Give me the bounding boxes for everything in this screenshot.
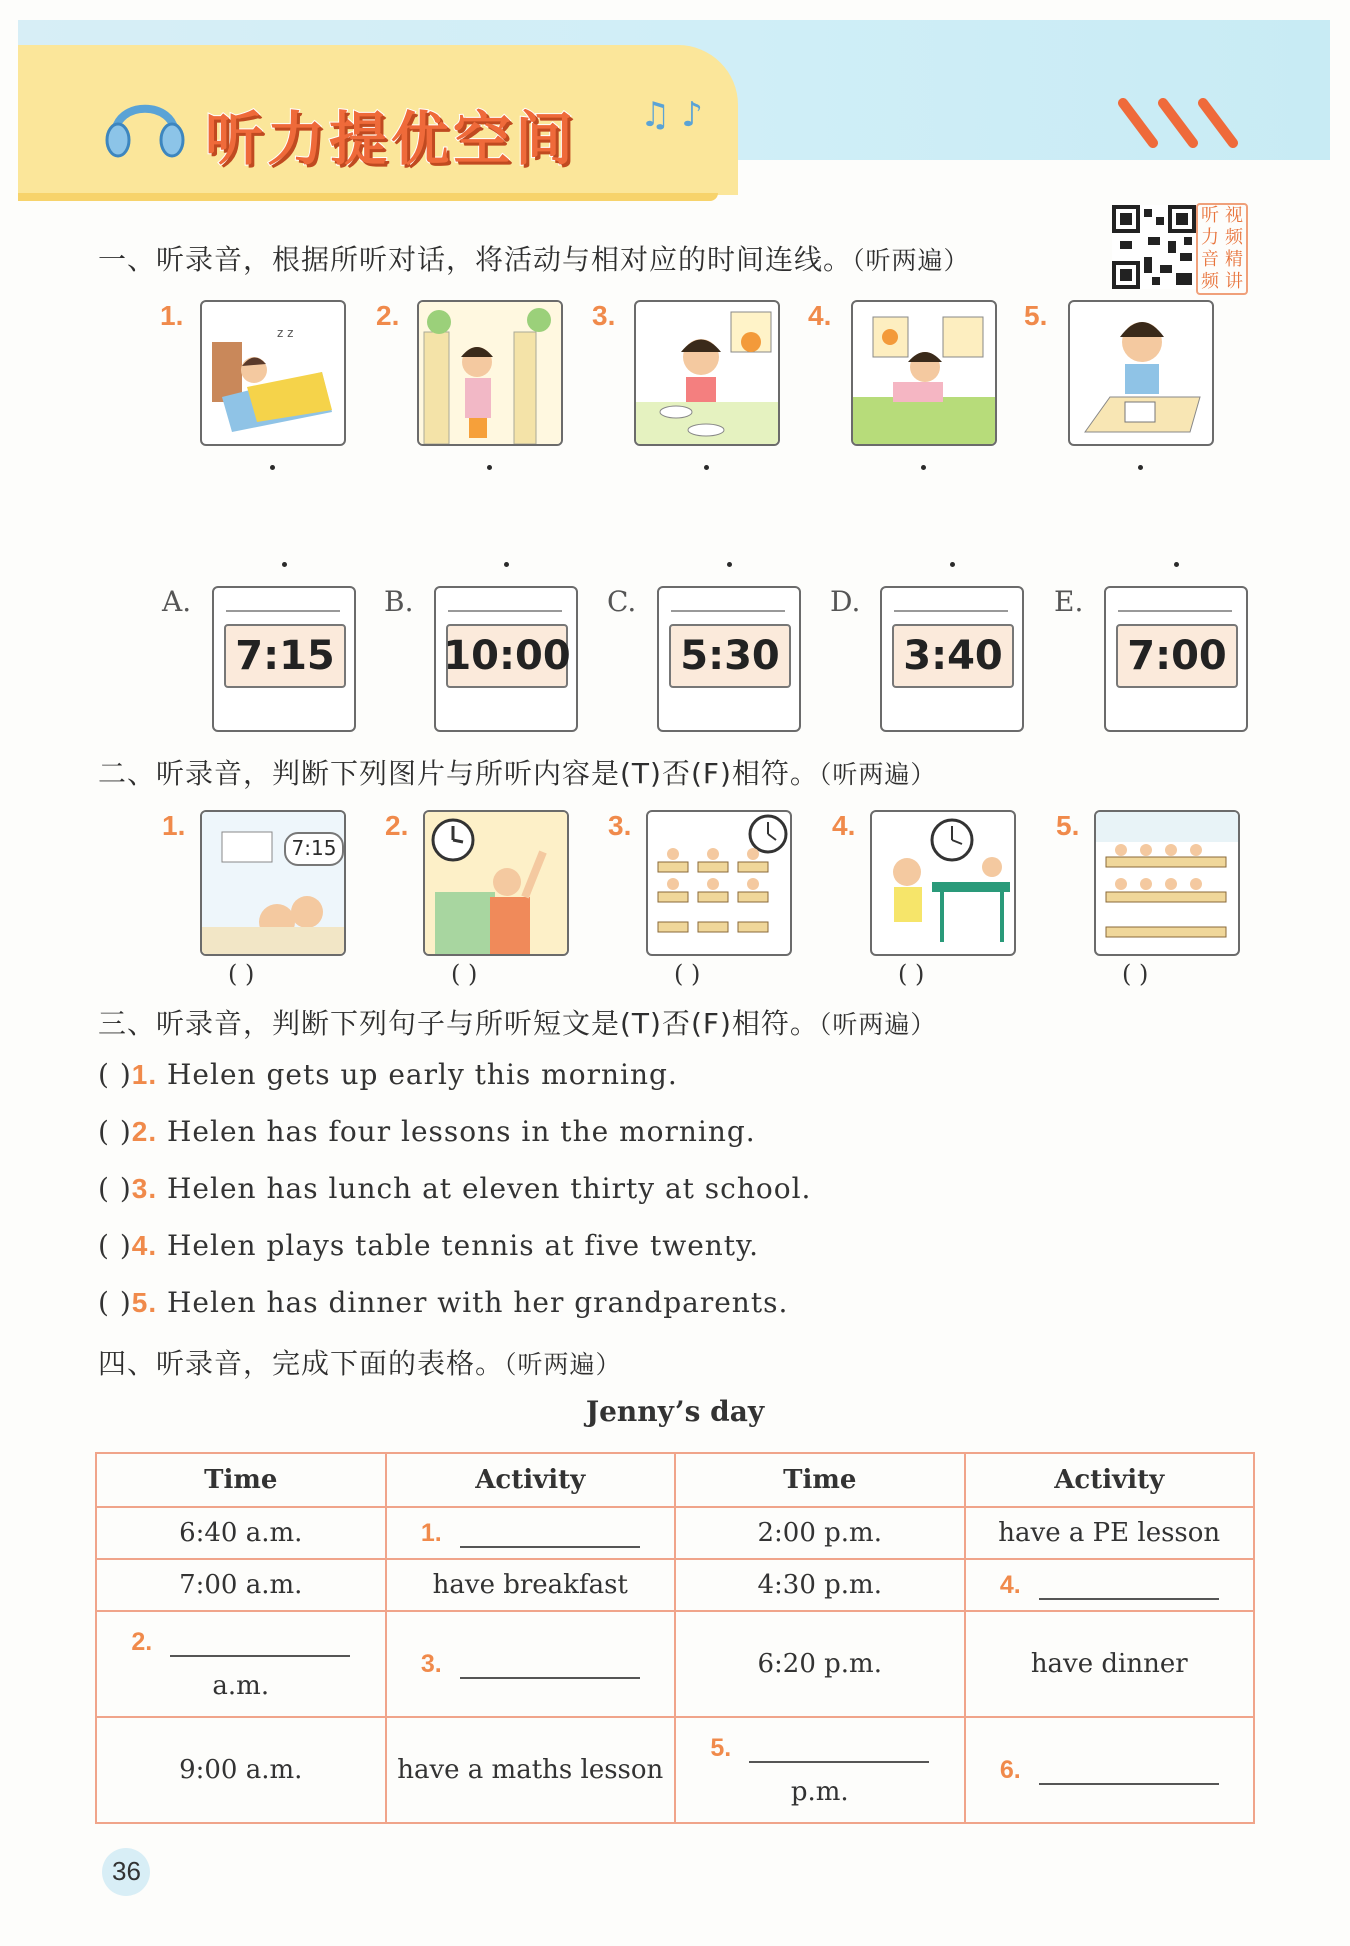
- s1-top-dot[interactable]: [704, 465, 709, 470]
- banner-title: 听力提优空间: [205, 105, 578, 173]
- section-3-note: （听两遍）: [818, 1010, 937, 1039]
- s2-picture-classroom: [646, 810, 792, 956]
- blank-line[interactable]: [1039, 1576, 1219, 1600]
- schedule-table: [95, 1452, 1255, 1824]
- s3-sentence-3: [98, 1172, 811, 1205]
- cell-time: 6:20 p.m.: [675, 1611, 965, 1717]
- page-number-text: 36: [112, 1856, 141, 1886]
- cell-blank-4[interactable]: [965, 1559, 1255, 1611]
- s2-answer-2[interactable]: ( ): [451, 960, 478, 988]
- blank-line[interactable]: [1039, 1761, 1219, 1785]
- cell-time: 9:00 a.m.: [96, 1717, 386, 1823]
- s1-letter-b: B.: [384, 585, 414, 618]
- cell-time: 6:40 a.m.: [96, 1507, 386, 1559]
- s1-picture-school-gate: [417, 300, 563, 446]
- s1-picture-homework: [1068, 300, 1214, 446]
- qr-label-char: 精: [1225, 249, 1243, 270]
- s3-sentence-5: [98, 1286, 788, 1319]
- s3-sentence-2: [98, 1115, 756, 1148]
- qr-label-char: 视: [1225, 205, 1243, 226]
- cell-activity: have breakfast: [386, 1559, 676, 1611]
- section-1-title-text: 一、听录音，根据所听对话，将活动与相对应的时间连线。: [98, 243, 853, 276]
- s1-number-1: 1.: [160, 300, 184, 331]
- thought-bubble: 7:15: [284, 832, 344, 866]
- s2-picture-getting-up: [423, 810, 569, 956]
- qr-label-char: 力: [1201, 227, 1219, 248]
- blank-line[interactable]: [460, 1524, 640, 1548]
- cell-time: 7:00 a.m.: [96, 1559, 386, 1611]
- blank-number: 2.: [131, 1628, 153, 1656]
- cell-activity: have a maths lesson: [386, 1717, 676, 1823]
- s2-answer-5[interactable]: ( ): [1122, 960, 1149, 988]
- s1-top-dot[interactable]: [921, 465, 926, 470]
- s1-letter-e: E.: [1054, 585, 1084, 618]
- s1-bottom-dot[interactable]: [1174, 562, 1179, 567]
- s1-number-3: 3.: [592, 300, 616, 331]
- blank-number: 1.: [420, 1519, 442, 1547]
- s3-answer-paren[interactable]: ( ): [98, 1058, 132, 1091]
- s3-text: Helen has lunch at eleven thirty at school.: [167, 1172, 812, 1205]
- blank-number: 6.: [999, 1756, 1021, 1784]
- header-activity: Activity: [386, 1453, 676, 1507]
- s1-clock-a: [212, 586, 356, 732]
- s1-top-dot[interactable]: [1138, 465, 1143, 470]
- s3-text: Helen plays table tennis at five twenty.: [167, 1229, 760, 1262]
- svg-text:z z: z z: [277, 326, 294, 340]
- qr-label-char: 讲: [1225, 271, 1243, 292]
- s2-number-1: 1.: [162, 810, 186, 841]
- s1-picture-sleeping: [200, 300, 346, 446]
- section-3-title-text: 三、听录音，判断下列句子与所听短文是(T)否(F)相符。: [98, 1007, 819, 1040]
- table-row: [96, 1559, 1254, 1611]
- blank-number: 5.: [710, 1734, 732, 1762]
- blank-line[interactable]: [749, 1739, 929, 1763]
- music-notes-icon: ♫ ♪: [640, 95, 703, 135]
- cell-blank-3[interactable]: [386, 1611, 676, 1717]
- cell-time: 2:00 p.m.: [675, 1507, 965, 1559]
- table-header-row: [96, 1453, 1254, 1507]
- s1-bottom-dot[interactable]: [282, 562, 287, 567]
- s2-answer-1[interactable]: ( ): [228, 960, 255, 988]
- section-3-title: [98, 1002, 936, 1042]
- s1-number-5: 5.: [1024, 300, 1048, 331]
- blank-line[interactable]: [460, 1655, 640, 1679]
- section-2-note: （听两遍）: [818, 760, 937, 789]
- cell-blank-1[interactable]: [386, 1507, 676, 1559]
- s2-number-3: 3.: [608, 810, 632, 841]
- s3-number: 2.: [131, 1116, 158, 1147]
- s2-number-4: 4.: [832, 810, 856, 841]
- section-1-title: [98, 238, 970, 278]
- s2-picture-table-tennis: [870, 810, 1016, 956]
- s1-bottom-dot[interactable]: [504, 562, 509, 567]
- s2-number-2: 2.: [385, 810, 409, 841]
- clock-time: 5:30: [680, 633, 780, 679]
- clock-time: 7:00: [1127, 633, 1227, 679]
- s1-number-2: 2.: [376, 300, 400, 331]
- s3-number: 3.: [131, 1173, 158, 1204]
- s3-sentence-4: [98, 1229, 759, 1262]
- s3-number: 1.: [131, 1059, 158, 1090]
- s2-picture-dining-hall: [1094, 810, 1240, 956]
- s2-answer-3[interactable]: ( ): [674, 960, 701, 988]
- s3-text: Helen has dinner with her grandparents.: [167, 1286, 789, 1319]
- headphone-icon: [100, 80, 190, 170]
- s3-answer-paren[interactable]: ( ): [98, 1172, 132, 1205]
- table-row: [96, 1507, 1254, 1559]
- page-number: [102, 1848, 150, 1896]
- s1-bottom-dot[interactable]: [950, 562, 955, 567]
- time-suffix: p.m.: [790, 1777, 849, 1807]
- s1-picture-eating: [634, 300, 780, 446]
- s2-number-5: 5.: [1056, 810, 1080, 841]
- s1-clock-c: [657, 586, 801, 732]
- s1-letter-c: C.: [607, 585, 637, 618]
- cell-activity: have a PE lesson: [965, 1507, 1255, 1559]
- section-4-note: （听两遍）: [504, 1350, 622, 1379]
- section-4-title: [98, 1342, 622, 1382]
- table-row: [96, 1717, 1254, 1823]
- blank-number: 3.: [420, 1650, 442, 1678]
- cell-blank-2[interactable]: [96, 1611, 386, 1717]
- cell-time: 4:30 p.m.: [675, 1559, 965, 1611]
- clock-time: 3:40: [903, 633, 1003, 679]
- s1-letter-a: A.: [162, 585, 192, 618]
- qr-code-icon[interactable]: [1112, 205, 1196, 289]
- s3-sentence-1: [98, 1058, 678, 1091]
- s1-letter-d: D.: [830, 585, 861, 618]
- time-suffix: a.m.: [212, 1671, 270, 1701]
- qr-label-char: 频: [1201, 271, 1219, 292]
- s2-picture-bus: [200, 810, 346, 956]
- blank-line[interactable]: [170, 1633, 350, 1657]
- table-title: Jenny’s day: [585, 1395, 765, 1428]
- s3-answer-paren[interactable]: ( ): [98, 1229, 132, 1262]
- clock-time: 7:15: [235, 633, 335, 679]
- section-2-title-text: 二、听录音，判断下列图片与所听内容是(T)否(F)相符。: [98, 757, 819, 790]
- s1-clock-b: [434, 586, 578, 732]
- section-1-note: （听两遍）: [852, 246, 970, 275]
- decorative-slashes-icon: [1118, 98, 1248, 148]
- s1-clock-e: [1104, 586, 1248, 732]
- section-2-title: [98, 752, 936, 792]
- blank-number: 4.: [999, 1571, 1021, 1599]
- cell-blank-5[interactable]: [675, 1717, 965, 1823]
- section-4-title-text: 四、听录音，完成下面的表格。: [98, 1347, 505, 1380]
- s3-text: Helen has four lessons in the morning.: [167, 1115, 756, 1148]
- s1-bottom-dot[interactable]: [727, 562, 732, 567]
- s2-answer-4[interactable]: ( ): [898, 960, 925, 988]
- s3-number: 5.: [131, 1287, 158, 1318]
- s1-clock-d: [880, 586, 1024, 732]
- clock-time: 10:00: [443, 633, 571, 679]
- s1-top-dot[interactable]: [270, 465, 275, 470]
- s1-number-4: 4.: [808, 300, 832, 331]
- s3-number: 4.: [131, 1230, 158, 1261]
- qr-label-char: 频: [1225, 227, 1243, 248]
- header-time: Time: [675, 1453, 965, 1507]
- qr-label-char: 听: [1201, 205, 1219, 226]
- qr-label-char: 音: [1201, 249, 1219, 270]
- s1-picture-waking: [851, 300, 997, 446]
- cell-blank-6[interactable]: [965, 1717, 1255, 1823]
- s3-answer-paren[interactable]: ( ): [98, 1115, 132, 1148]
- s3-text: Helen gets up early this morning.: [167, 1058, 678, 1091]
- header-activity: Activity: [965, 1453, 1255, 1507]
- table-row: [96, 1611, 1254, 1717]
- cell-activity: have dinner: [965, 1611, 1255, 1717]
- s1-top-dot[interactable]: [487, 465, 492, 470]
- header-time: Time: [96, 1453, 386, 1507]
- qr-label: [1196, 203, 1248, 295]
- s3-answer-paren[interactable]: ( ): [98, 1286, 132, 1319]
